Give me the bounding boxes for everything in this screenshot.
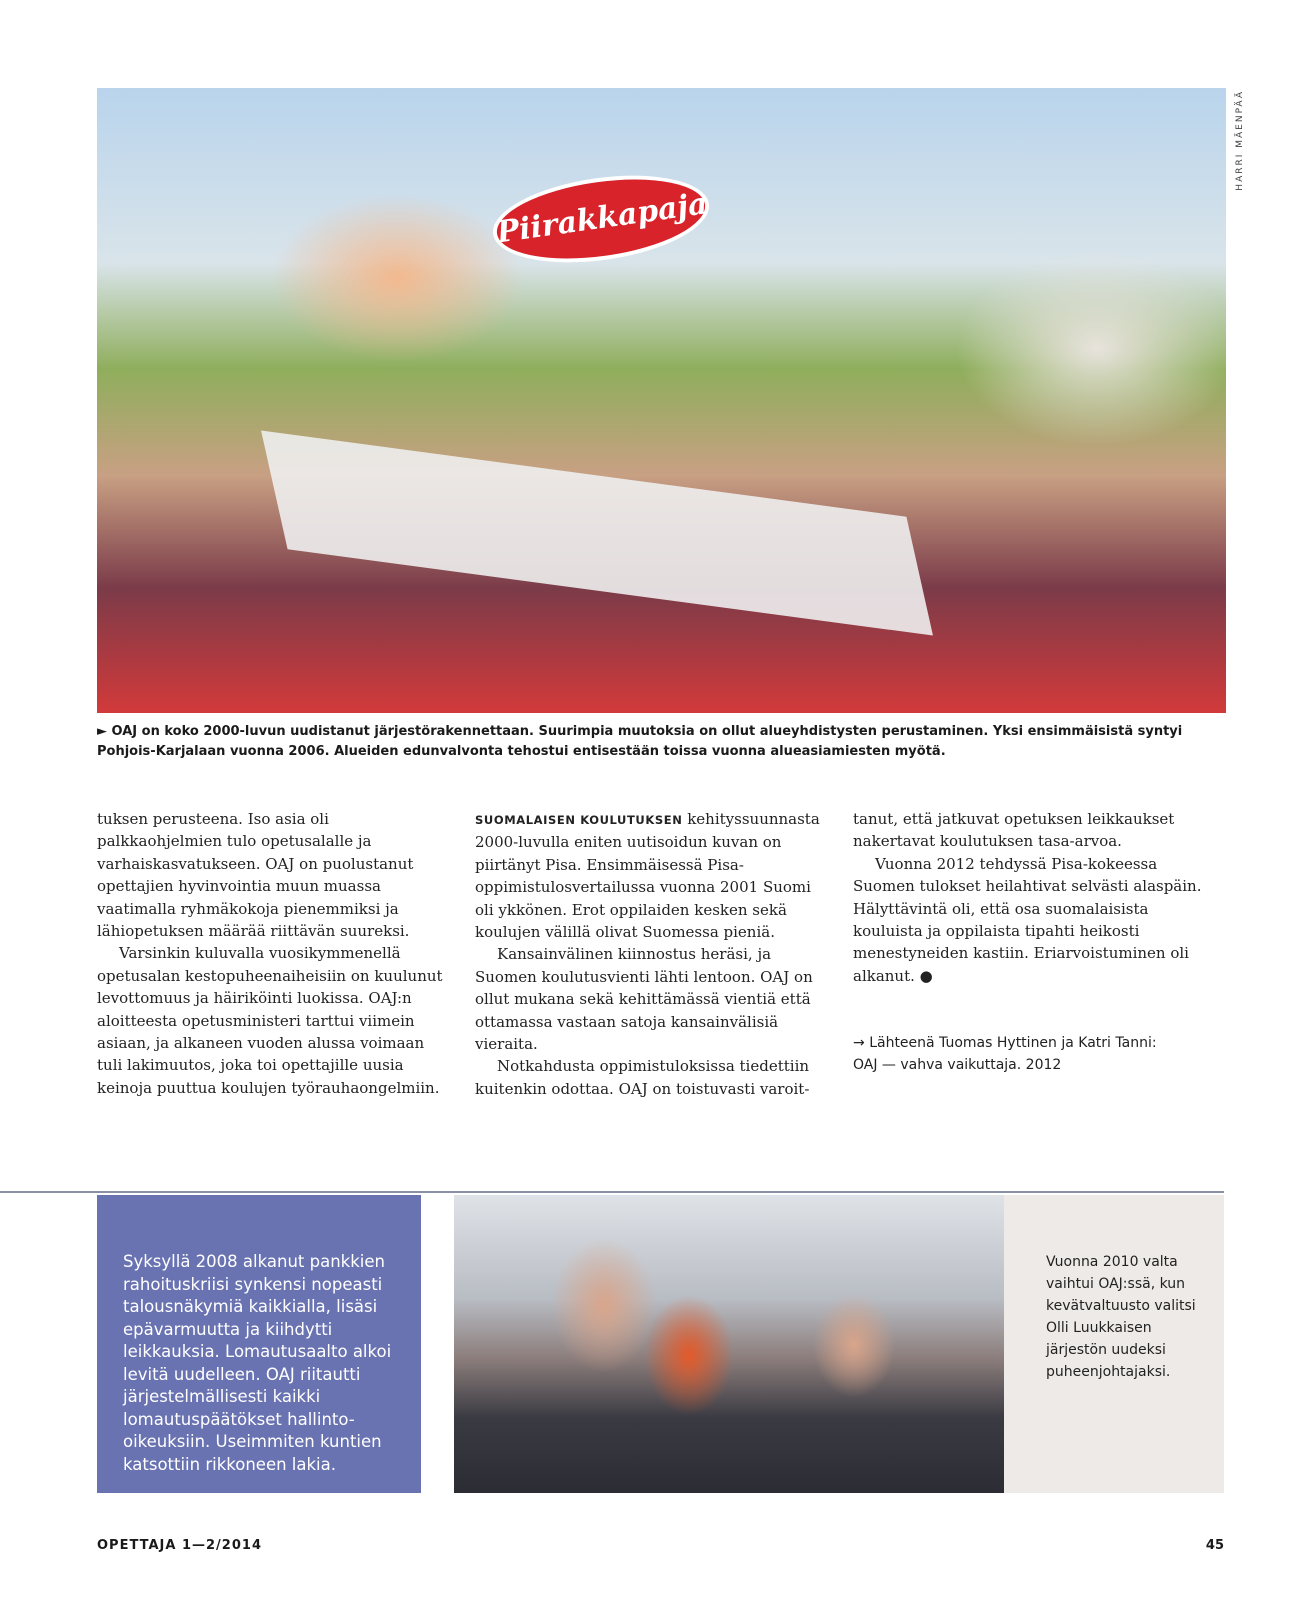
- bottom-photo-caption: Vuonna 2010 valta vaihtui OAJ:ssä, kun kevätvaltuusto valitsi Olli Luukkaisen järjestön uudeksi puheenjohtajaksi.: [1046, 1254, 1196, 1380]
- top-photo-caption: [97, 722, 1227, 762]
- col3-paragraph-2: [853, 853, 1208, 987]
- top-photo: [97, 88, 1226, 713]
- article-column-1: [97, 808, 452, 1099]
- source-note-line-1: [853, 1032, 1213, 1054]
- cafe-table: [261, 430, 933, 635]
- col3-paragraph-2-text: Vuonna 2012 tehdyssä Pisa-kokeessa Suomen tulokset heilahtivat selvästi alaspäin. Hälyttävintä oli, että osa suomalaisista kouluista ja oppilaista tipahti heikosti menestyneiden kastiin. Eriarvoistuminen oli alkanut.: [853, 854, 1202, 985]
- col2-paragraph-3: Notkahdusta oppimistuloksissa tiedettiin kuitenkin odottaa. OAJ on toistuvasti varoit-: [475, 1057, 810, 1098]
- sidebar-box-blue: [97, 1195, 421, 1493]
- col2-paragraph-2: Kansainvälinen kiinnostus heräsi, ja Suomen koulutusvienti lähti lentoon. OAJ on ollut mukana sekä kehittämässä vientiä että ottamassa vastaan satoja kansainvälisiä vieraita.: [475, 945, 813, 1054]
- bottom-photo-caption-box: [1004, 1195, 1224, 1493]
- col2-paragraph-1: [475, 808, 830, 943]
- source-note-text-1: Lähteenä Tuomas Hyttinen ja Katri Tanni:: [869, 1035, 1157, 1051]
- col3-paragraph-1: tanut, että jatkuvat opetuksen leikkaukset nakertavat koulutuksen tasa-arvoa.: [853, 810, 1175, 851]
- arrow-right-icon: →: [853, 1035, 865, 1051]
- caption-marker-icon: ►: [97, 724, 107, 739]
- article-column-3: [853, 808, 1208, 987]
- section-divider: [0, 1191, 1224, 1193]
- footer-publication: OPETTAJA 1—2/2014: [97, 1538, 262, 1553]
- source-note: [853, 1032, 1213, 1076]
- caption-text: OAJ on koko 2000-luvun uudistanut järjestörakennettaan. Suurimpia muutoksia on ollut alueyhdistysten perustaminen. Yksi ensimmäisistä syntyi Pohjois-Karjalaan vuonna 2006. Alueiden edunvalvonta tehostui entisestään toissa vuonna alueasiamiesten myötä.: [97, 724, 1183, 759]
- section-lead-caps: SUOMALAISEN KOULUTUKSEN: [475, 813, 683, 827]
- source-note-line-2: OAJ — vahva vaikuttaja. 2012: [853, 1057, 1062, 1073]
- footer-page-number: 45: [1205, 1538, 1224, 1553]
- sidebar-box-blue-text: Syksyllä 2008 alkanut pankkien rahoituskriisi synkensi nopeasti talousnäkymiä kaikkialla, lisäsi epävarmuutta ja kiihdytti leikkauksia. Lomautusaalto alkoi levitä uudelleen. OAJ riitautti järjestelmällisesti kaikki lomautuspäätökset hallinto-oikeuksiin. Useimmiten kuntien katsottiin rikkoneen lakia.: [123, 1252, 392, 1474]
- photo-credit-top: HARRI MÄENPÄÄ: [1235, 90, 1245, 191]
- end-mark-icon: ●: [919, 966, 933, 985]
- col1-paragraph-2: Varsinkin kuluvalla vuosikymmenellä opetusalan kestopuheenaiheisiin on kuulunut levottomuus ja häiriköinti luokissa. OAJ:n aloitteesta opetusministeri tarttui viimein asiaan, ja alkaneen vuoden alussa voimaan tuli lakimuutos, joka toi opettajille uusia keinoja puuttua koulujen työrauhaongelmiin.: [97, 944, 443, 1097]
- col2-paragraph-1-text: kehityssuunnasta 2000-luvulla eniten uutisoidun kuvan on piirtänyt Pisa. Ensimmäisessä Pisa-oppimistulosvertailussa vuonna 2001 Suomi oli ykkönen. Erot oppilaiden kesken sekä koulujen välillä olivat Suomessa pieniä.: [475, 810, 820, 942]
- col1-paragraph-1: tuksen perusteena. Iso asia oli palkkaohjelmien tulo opetusalalle ja varhaiskasvatukseen. OAJ on puolustanut opettajien hyvinvointia muun muassa vaatimalla ryhmäkokoja pienemmiksi ja lähiopetuksen määrää riittävän suureksi.: [97, 810, 414, 941]
- piirakkapaja-sign: Piirakkapaja: [487, 163, 714, 275]
- bottom-photo: [454, 1195, 1004, 1493]
- article-column-2: [475, 808, 830, 1100]
